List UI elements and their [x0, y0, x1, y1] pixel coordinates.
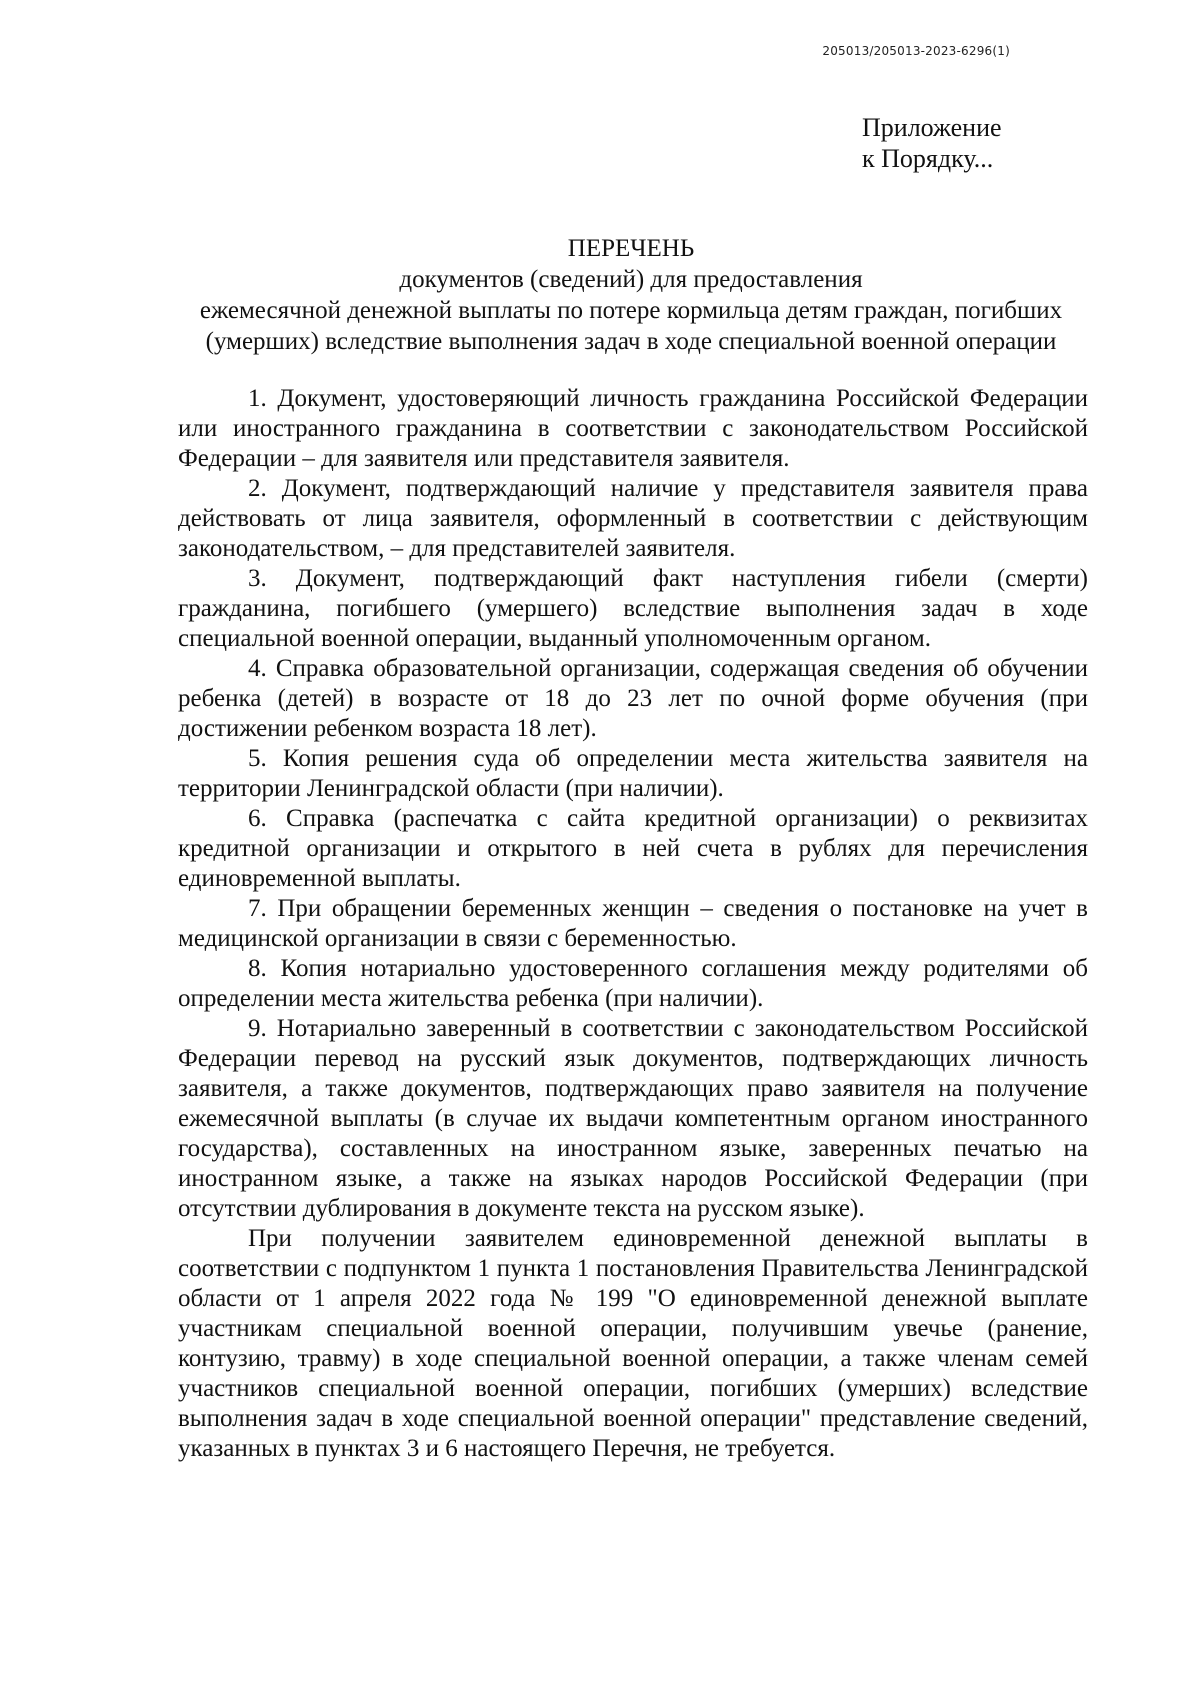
- title-line-2: ежемесячной денежной выплаты по потере кормильца детям граждан, погибших: [199, 297, 1063, 324]
- paragraph-7: 7. При обращении беременных женщин – сведения о постановке на учет в медицинской организации в связи с беременностью.: [178, 895, 1088, 952]
- paragraph-4: 4. Справка образовательной организации, содержащая сведения об обучении ребенка (детей) в возрасте от 18 до 23 лет по очной форме обучения (при достижении ребенком возраста 18 лет).: [178, 655, 1088, 742]
- paragraph-3: 3. Документ, подтверждающий факт наступления гибели (смерти) гражданина, погибшего (умершего) вследствие выполнения задач в ходе специальной военной операции, выданный уполномоченным органом.: [178, 565, 1088, 652]
- title-heading: ПЕРЕЧЕНЬ: [567, 235, 695, 262]
- paragraph-closing: При получении заявителем единовременной денежной выплаты в соответствии с подпунктом 1 пункта 1 постановления Правительства Ленинградской области от 1 апреля 2022 года № 199 "О единовременной денежной выплате участникам специальной военной операции, получившим увечье (ранение, контузию, травму) в ходе специальной военной операции, а также членам семей участников специальной военной операции, погибших (умерших) вследствие выполнения задач в ходе специальной военной операции" представление сведений, указанных в пунктах 3 и 6 настоящего Перечня, не требуется.: [178, 1225, 1088, 1462]
- paragraph-1: 1. Документ, удостоверяющий личность гражданина Российской Федерации или иностранного гражданина в соответствии с законодательством Российской Федерации – для заявителя или представителя заявителя.: [178, 385, 1088, 472]
- paragraph-6: 6. Справка (распечатка с сайта кредитной организации) о реквизитах кредитной организации и открытого в ней счета в рублях для перечисления единовременной выплаты.: [178, 805, 1088, 892]
- paragraph-8: 8. Копия нотариально удостоверенного соглашения между родителями об определении места жительства ребенка (при наличии).: [178, 955, 1088, 1012]
- appendix-line-2: к Порядку...: [862, 144, 994, 173]
- document-title: [170, 233, 1092, 357]
- paragraph-9: 9. Нотариально заверенный в соответствии с законодательством Российской Федерации перевод на русский язык документов, подтверждающих личность заявителя, а также документов, подтверждающих право заявителя на получение ежемесячной выплаты (в случае их выдачи компетентным органом иностранного государства), составленных на иностранном языке, заверенных печатью на иностранном языке, а также на языках народов Российской Федерации (при отсутствии дублирования в документе текста на русском языке).: [178, 1015, 1088, 1222]
- paragraph-2: 2. Документ, подтверждающий наличие у представителя заявителя права действовать от лица заявителя, оформленный в соответствии с действующим законодательством, – для представителей заявителя.: [178, 475, 1088, 562]
- paragraph-5: 5. Копия решения суда об определении места жительства заявителя на территории Ленинградской области (при наличии).: [178, 745, 1088, 802]
- document-body: [178, 384, 1088, 1464]
- title-line-1: документов (сведений) для предоставления: [399, 266, 863, 293]
- appendix-note: [862, 112, 1002, 174]
- title-line-3: (умерших) вследствие выполнения задач в ходе специальной военной операции: [205, 328, 1057, 355]
- appendix-line-1: Приложение: [862, 113, 1002, 142]
- document-id: 205013/205013-2023-6296(1): [822, 44, 1010, 58]
